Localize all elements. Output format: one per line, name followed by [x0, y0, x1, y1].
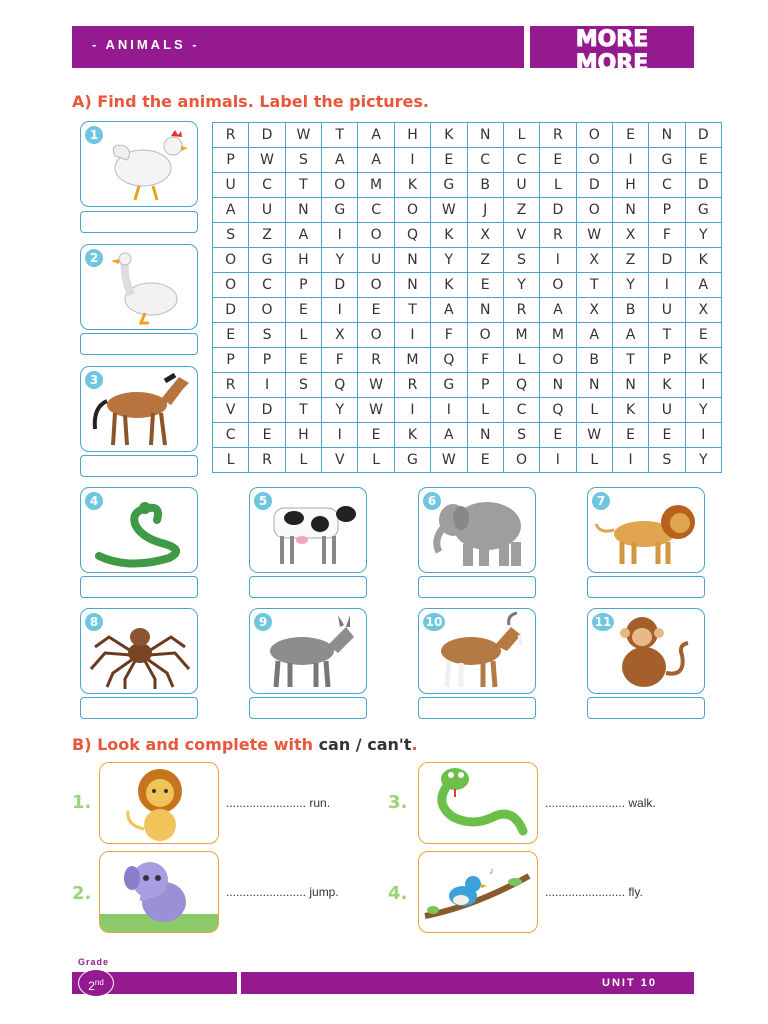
wordsearch-cell[interactable]: O	[467, 323, 503, 348]
wordsearch-cell[interactable]: E	[540, 423, 576, 448]
wordsearch-cell[interactable]: T	[285, 173, 321, 198]
item-image-2	[99, 851, 219, 933]
wordsearch-cell[interactable]: X	[576, 298, 612, 323]
wordsearch-cell[interactable]: H	[285, 248, 321, 273]
wordsearch-cell[interactable]: N	[467, 423, 503, 448]
wordsearch-cell[interactable]: D	[249, 123, 285, 148]
wordsearch-cell[interactable]: M	[358, 173, 394, 198]
wordsearch-cell[interactable]: N	[649, 123, 685, 148]
wordsearch-cell[interactable]: C	[467, 148, 503, 173]
wordsearch-cell[interactable]: U	[649, 298, 685, 323]
wordsearch-cell[interactable]: R	[540, 123, 576, 148]
wordsearch-cell[interactable]: T	[612, 348, 648, 373]
wordsearch-cell[interactable]: G	[685, 198, 721, 223]
wordsearch-cell[interactable]: G	[431, 373, 467, 398]
wordsearch-cell[interactable]: R	[540, 223, 576, 248]
wordsearch-cell[interactable]: E	[285, 298, 321, 323]
wordsearch-row	[213, 173, 722, 198]
wordsearch-cell[interactable]: W	[431, 198, 467, 223]
wordsearch-cell[interactable]: I	[612, 448, 648, 473]
answer-field-11[interactable]	[587, 697, 705, 719]
wordsearch-cell[interactable]: T	[322, 123, 358, 148]
wordsearch-cell[interactable]: L	[285, 448, 321, 473]
animal-card-9	[249, 608, 367, 694]
wordsearch-cell[interactable]: A	[685, 273, 721, 298]
wordsearch-cell[interactable]: K	[685, 248, 721, 273]
wordsearch-cell[interactable]: N	[394, 248, 430, 273]
animal-card-3	[80, 366, 198, 452]
card-number: 4	[85, 492, 103, 510]
wordsearch-cell[interactable]: B	[576, 348, 612, 373]
wordsearch-cell[interactable]: S	[503, 248, 539, 273]
svg-text:♪: ♪	[489, 866, 494, 877]
section-a-title: A) Find the animals. Label the pictures.	[72, 92, 429, 111]
wordsearch-cell[interactable]: I	[649, 273, 685, 298]
wordsearch-cell[interactable]: W	[358, 373, 394, 398]
item-image-4	[418, 851, 538, 933]
unit-label: UNIT 10	[602, 977, 657, 989]
wordsearch-cell[interactable]: C	[249, 273, 285, 298]
wordsearch-cell[interactable]: Y	[322, 398, 358, 423]
wordsearch-cell[interactable]: H	[285, 423, 321, 448]
item-image-3	[418, 762, 538, 844]
wordsearch-cell[interactable]: I	[685, 373, 721, 398]
wordsearch-cell[interactable]: P	[249, 348, 285, 373]
animal-card-10	[418, 608, 536, 694]
wordsearch-cell[interactable]: E	[685, 148, 721, 173]
wordsearch-cell[interactable]: O	[540, 273, 576, 298]
wordsearch-cell[interactable]: N	[467, 123, 503, 148]
wordsearch-cell[interactable]: U	[649, 398, 685, 423]
lion-cartoon-icon	[100, 763, 219, 844]
wordsearch-cell[interactable]: T	[576, 273, 612, 298]
wordsearch-cell[interactable]: P	[649, 348, 685, 373]
answer-field-7[interactable]	[587, 576, 705, 598]
wordsearch-cell[interactable]: D	[322, 273, 358, 298]
wordsearch-cell[interactable]: W	[576, 223, 612, 248]
goat-icon	[423, 611, 533, 693]
wordsearch-cell[interactable]: D	[213, 298, 249, 323]
wordsearch-cell[interactable]: B	[467, 173, 503, 198]
wordsearch-cell[interactable]: U	[213, 173, 249, 198]
wordsearch-cell[interactable]: Q	[431, 348, 467, 373]
logo-box	[530, 26, 694, 76]
answer-field-8[interactable]	[80, 697, 198, 719]
animal-card-4	[80, 487, 198, 573]
wordsearch-cell[interactable]: R	[249, 448, 285, 473]
card-number: 11	[592, 613, 614, 631]
wordsearch-cell[interactable]: L	[213, 448, 249, 473]
wordsearch-cell[interactable]: T	[285, 398, 321, 423]
page-title: - ANIMALS -	[92, 37, 200, 52]
wordsearch-cell[interactable]: O	[540, 348, 576, 373]
wordsearch-cell[interactable]: S	[213, 223, 249, 248]
wordsearch-cell[interactable]: C	[249, 173, 285, 198]
wordsearch-cell[interactable]: Z	[249, 223, 285, 248]
card-number: 9	[254, 613, 272, 631]
wordsearch-cell[interactable]: Q	[394, 223, 430, 248]
wordsearch-cell[interactable]: O	[394, 198, 430, 223]
wordsearch-cell[interactable]: E	[612, 123, 648, 148]
animal-card-11	[587, 608, 705, 694]
wordsearch-cell[interactable]: G	[249, 248, 285, 273]
wordsearch-cell[interactable]: C	[503, 398, 539, 423]
wordsearch-cell[interactable]: Y	[322, 248, 358, 273]
wordsearch-cell[interactable]: K	[431, 223, 467, 248]
card-number: 7	[592, 492, 610, 510]
wordsearch-row	[213, 373, 722, 398]
card-number: 1	[85, 126, 103, 144]
wordsearch-cell[interactable]: F	[467, 348, 503, 373]
lion-icon	[592, 490, 702, 572]
wordsearch-cell[interactable]: T	[394, 298, 430, 323]
wordsearch-cell[interactable]: L	[358, 448, 394, 473]
item-number: 1.	[72, 792, 92, 813]
wordsearch-cell[interactable]: D	[649, 248, 685, 273]
svg-text:MORE: MORE	[575, 51, 649, 76]
wordsearch-cell[interactable]: G	[649, 148, 685, 173]
svg-text:MORE: MORE	[575, 27, 649, 52]
wordsearch-cell[interactable]: K	[394, 423, 430, 448]
animal-card-8	[80, 608, 198, 694]
animal-card-1	[80, 121, 198, 207]
wordsearch-cell[interactable]: E	[285, 348, 321, 373]
wordsearch-cell[interactable]: J	[467, 198, 503, 223]
answer-field-10[interactable]	[418, 697, 536, 719]
elephant-cartoon-icon	[100, 852, 219, 933]
wordsearch-cell[interactable]: X	[467, 223, 503, 248]
wordsearch-row	[213, 223, 722, 248]
item-number: 4.	[388, 883, 408, 904]
wordsearch-cell[interactable]: X	[322, 323, 358, 348]
wordsearch-cell[interactable]: L	[576, 398, 612, 423]
wordsearch-cell[interactable]: U	[249, 198, 285, 223]
wordsearch-cell[interactable]: M	[540, 323, 576, 348]
wordsearch-row	[213, 323, 722, 348]
wordsearch-cell[interactable]: X	[612, 223, 648, 248]
hen-icon	[101, 126, 191, 204]
cow-icon	[254, 490, 364, 572]
wordsearch-cell[interactable]: E	[249, 423, 285, 448]
wordsearch-cell[interactable]: W	[358, 398, 394, 423]
wordsearch-cell[interactable]: A	[213, 198, 249, 223]
wordsearch-cell[interactable]: L	[503, 348, 539, 373]
wordsearch-cell[interactable]: O	[249, 298, 285, 323]
wordsearch-cell[interactable]: L	[576, 448, 612, 473]
wordsearch-cell[interactable]: N	[467, 298, 503, 323]
wordsearch-cell[interactable]: I	[322, 423, 358, 448]
wordsearch-cell[interactable]: I	[394, 398, 430, 423]
wordsearch-cell[interactable]: D	[540, 198, 576, 223]
wordsearch-row	[213, 148, 722, 173]
wordsearch-cell[interactable]: L	[467, 398, 503, 423]
wordsearch-row	[213, 423, 722, 448]
monkey-icon	[592, 611, 702, 693]
wordsearch-cell[interactable]: G	[431, 173, 467, 198]
wordsearch-cell[interactable]: O	[576, 198, 612, 223]
wordsearch-cell[interactable]: S	[285, 148, 321, 173]
wordsearch-cell[interactable]: Y	[685, 448, 721, 473]
answer-field-6[interactable]	[418, 576, 536, 598]
wordsearch-cell[interactable]: I	[540, 448, 576, 473]
wordsearch-cell[interactable]: Z	[467, 248, 503, 273]
wordsearch-cell[interactable]: F	[322, 348, 358, 373]
wordsearch-cell[interactable]: L	[503, 123, 539, 148]
wordsearch-cell[interactable]: K	[431, 273, 467, 298]
wordsearch-cell[interactable]: W	[249, 148, 285, 173]
wordsearch-cell[interactable]: S	[285, 373, 321, 398]
wordsearch-cell[interactable]: N	[612, 373, 648, 398]
wordsearch-cell[interactable]: V	[322, 448, 358, 473]
wordsearch-cell[interactable]: O	[576, 123, 612, 148]
wordsearch-cell[interactable]: I	[685, 423, 721, 448]
wordsearch-cell[interactable]: K	[612, 398, 648, 423]
wordsearch-cell[interactable]: H	[394, 123, 430, 148]
goose-icon	[101, 249, 191, 327]
wordsearch-cell[interactable]: Y	[503, 273, 539, 298]
wordsearch-cell[interactable]: A	[576, 323, 612, 348]
wordsearch-row	[213, 448, 722, 473]
answer-field-1[interactable]	[80, 211, 198, 233]
wordsearch-cell[interactable]: R	[503, 298, 539, 323]
wordsearch-cell[interactable]: F	[431, 323, 467, 348]
wordsearch-cell[interactable]: I	[322, 298, 358, 323]
animal-card-5	[249, 487, 367, 573]
sentence-4: ........................ fly.	[545, 885, 643, 899]
wordsearch-cell[interactable]: A	[612, 323, 648, 348]
wordsearch-cell[interactable]: N	[540, 373, 576, 398]
wordsearch-cell[interactable]: E	[358, 298, 394, 323]
wordsearch-cell[interactable]: D	[685, 123, 721, 148]
wordsearch-cell[interactable]: E	[649, 423, 685, 448]
wordsearch-cell[interactable]: O	[358, 223, 394, 248]
wordsearch-cell[interactable]: A	[431, 423, 467, 448]
wordsearch-cell[interactable]: P	[467, 373, 503, 398]
wordsearch-cell[interactable]: D	[685, 173, 721, 198]
wordsearch-cell[interactable]: P	[213, 348, 249, 373]
wordsearch-cell[interactable]: I	[431, 398, 467, 423]
wordsearch-cell[interactable]: A	[540, 298, 576, 323]
wordsearch-cell[interactable]: P	[213, 148, 249, 173]
wordsearch-cell[interactable]: K	[649, 373, 685, 398]
wordsearch-cell[interactable]: A	[358, 123, 394, 148]
wordsearch-cell[interactable]: C	[503, 148, 539, 173]
wordsearch-cell[interactable]: I	[394, 323, 430, 348]
wordsearch-cell[interactable]: Q	[322, 373, 358, 398]
wordsearch-cell[interactable]: O	[503, 448, 539, 473]
wordsearch-cell[interactable]: O	[213, 248, 249, 273]
wordsearch-cell[interactable]: M	[503, 323, 539, 348]
wordsearch-cell[interactable]: R	[213, 373, 249, 398]
sentence-2: ........................ jump.	[226, 885, 339, 899]
wordsearch-cell[interactable]: O	[322, 173, 358, 198]
snake-cartoon-icon	[419, 763, 538, 844]
wordsearch-cell[interactable]: V	[503, 223, 539, 248]
wordsearch-cell[interactable]: E	[431, 148, 467, 173]
wordsearch-cell[interactable]: A	[431, 298, 467, 323]
wordsearch-cell[interactable]: Z	[503, 198, 539, 223]
wordsearch-cell[interactable]: I	[540, 248, 576, 273]
animal-card-7	[587, 487, 705, 573]
answer-field-3[interactable]	[80, 455, 198, 477]
wordsearch-cell[interactable]: E	[612, 423, 648, 448]
wordsearch-cell[interactable]: E	[467, 448, 503, 473]
wordsearch-cell[interactable]: I	[612, 148, 648, 173]
wordsearch-cell[interactable]: Y	[431, 248, 467, 273]
wordsearch-cell[interactable]: C	[649, 173, 685, 198]
wordsearch-cell[interactable]: P	[649, 198, 685, 223]
wordsearch-cell[interactable]: Y	[685, 398, 721, 423]
wordsearch-cell[interactable]: I	[394, 148, 430, 173]
wordsearch-cell[interactable]: A	[285, 223, 321, 248]
wordsearch-grid	[212, 122, 722, 473]
wordsearch-cell[interactable]: D	[576, 173, 612, 198]
wordsearch-cell[interactable]: W	[576, 423, 612, 448]
wordsearch-cell[interactable]: S	[649, 448, 685, 473]
grade-label: Grade	[78, 957, 110, 967]
wordsearch-cell[interactable]: U	[358, 248, 394, 273]
wordsearch-cell[interactable]: X	[576, 248, 612, 273]
wordsearch-cell[interactable]: R	[213, 123, 249, 148]
snake-icon	[89, 490, 193, 572]
spider-icon	[85, 611, 195, 693]
wordsearch-row	[213, 248, 722, 273]
card-number: 2	[85, 249, 103, 267]
sentence-1: ........................ run.	[226, 796, 331, 810]
wordsearch-cell[interactable]: L	[285, 323, 321, 348]
wordsearch-cell[interactable]: X	[685, 298, 721, 323]
item-number: 2.	[72, 883, 92, 904]
wordsearch-cell[interactable]: L	[540, 173, 576, 198]
section-b-title: B) Look and complete with can / can't.	[72, 735, 418, 754]
wordsearch-row	[213, 123, 722, 148]
answer-field-4[interactable]	[80, 576, 198, 598]
wordsearch-cell[interactable]: S	[249, 323, 285, 348]
answer-field-9[interactable]	[249, 697, 367, 719]
grade-badge: 2nd	[78, 969, 114, 997]
item-number: 3.	[388, 792, 408, 813]
wordsearch-cell[interactable]: O	[358, 273, 394, 298]
wordsearch-cell[interactable]: I	[249, 373, 285, 398]
wordsearch-cell[interactable]: K	[394, 173, 430, 198]
wordsearch-row	[213, 298, 722, 323]
card-number: 3	[85, 371, 103, 389]
wordsearch-cell[interactable]: N	[612, 198, 648, 223]
wordsearch-cell[interactable]: O	[358, 323, 394, 348]
wordsearch-cell[interactable]: C	[213, 423, 249, 448]
wordsearch-cell[interactable]: K	[685, 348, 721, 373]
wordsearch-cell[interactable]: Z	[612, 248, 648, 273]
bird-cartoon-icon	[419, 852, 538, 933]
wordsearch-cell[interactable]: W	[285, 123, 321, 148]
wordsearch-cell[interactable]: A	[322, 148, 358, 173]
wordsearch-cell[interactable]: Y	[612, 273, 648, 298]
wordsearch-cell[interactable]: G	[394, 448, 430, 473]
wordsearch-cell[interactable]: N	[576, 373, 612, 398]
elephant-icon	[423, 490, 533, 572]
wordsearch-cell[interactable]: R	[358, 348, 394, 373]
item-image-1	[99, 762, 219, 844]
wordsearch-cell[interactable]: Q	[540, 398, 576, 423]
card-number: 6	[423, 492, 441, 510]
wordsearch-cell[interactable]: C	[358, 198, 394, 223]
wordsearch-cell[interactable]: E	[540, 148, 576, 173]
card-number: 5	[254, 492, 272, 510]
wordsearch-cell[interactable]: E	[467, 273, 503, 298]
wordsearch-cell[interactable]: M	[394, 348, 430, 373]
wordsearch-cell[interactable]: B	[612, 298, 648, 323]
wordsearch-cell[interactable]: R	[394, 373, 430, 398]
wordsearch-cell[interactable]: S	[503, 423, 539, 448]
wordsearch-cell[interactable]: T	[649, 323, 685, 348]
wordsearch-cell[interactable]: I	[322, 223, 358, 248]
more-more-logo	[530, 26, 694, 88]
wordsearch-cell[interactable]: O	[213, 273, 249, 298]
wordsearch-cell[interactable]: F	[649, 223, 685, 248]
wordsearch-cell[interactable]: W	[431, 448, 467, 473]
wordsearch-cell[interactable]: V	[213, 398, 249, 423]
sentence-3: ........................ walk.	[545, 796, 656, 810]
wordsearch-cell[interactable]: E	[685, 323, 721, 348]
animal-card-2	[80, 244, 198, 330]
wordsearch-row	[213, 348, 722, 373]
wordsearch-cell[interactable]: E	[213, 323, 249, 348]
wordsearch-cell[interactable]: A	[358, 148, 394, 173]
answer-field-2[interactable]	[80, 333, 198, 355]
wordsearch-cell[interactable]: N	[285, 198, 321, 223]
wordsearch-cell[interactable]: E	[358, 423, 394, 448]
wordsearch-cell[interactable]: N	[394, 273, 430, 298]
horse-icon	[85, 369, 195, 451]
wordsearch-cell[interactable]: U	[503, 173, 539, 198]
wordsearch-cell[interactable]: P	[285, 273, 321, 298]
wordsearch-cell[interactable]: D	[249, 398, 285, 423]
card-number: 8	[85, 613, 103, 631]
wordsearch-row	[213, 398, 722, 423]
wordsearch-cell[interactable]: K	[431, 123, 467, 148]
wordsearch-row	[213, 198, 722, 223]
wordsearch-cell[interactable]: H	[612, 173, 648, 198]
wordsearch-cell[interactable]: O	[576, 148, 612, 173]
wordsearch-cell[interactable]: Y	[685, 223, 721, 248]
donkey-icon	[254, 611, 364, 693]
card-number: 10	[423, 613, 445, 631]
wordsearch-cell[interactable]: G	[322, 198, 358, 223]
answer-field-5[interactable]	[249, 576, 367, 598]
wordsearch-row	[213, 273, 722, 298]
wordsearch-cell[interactable]: Q	[503, 373, 539, 398]
animal-card-6	[418, 487, 536, 573]
